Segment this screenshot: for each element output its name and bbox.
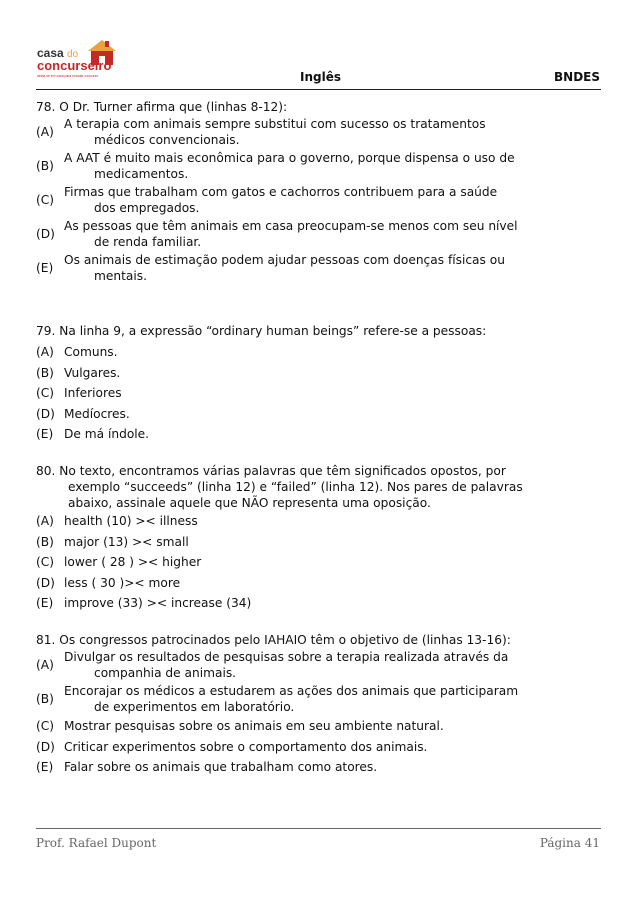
casa-do-concurseiro-logo: [36, 37, 136, 81]
option-label: (B): [36, 534, 54, 549]
option-label: (D): [36, 227, 55, 241]
option-text-cont: medicamentos.: [94, 167, 189, 181]
option-c[interactable]: [36, 183, 601, 217]
logo-word-concurseiro: concurseiro: [37, 58, 112, 73]
option-text-cont: dos empregados.: [94, 201, 200, 215]
option-a[interactable]: [36, 511, 601, 532]
option-text: lower ( 28 ) >< higher: [64, 555, 202, 570]
option-text: De má índole.: [64, 427, 150, 442]
question-80: [36, 463, 601, 614]
question-title: 81. Os congressos patrocinados pelo IAHAIO têm o objetivo de (linhas 13-16):: [36, 633, 511, 647]
question-title: 80. No texto, encontramos várias palavras que têm significados opostos, por: [36, 464, 506, 478]
option-e[interactable]: [36, 593, 601, 614]
option-label: (C): [36, 719, 55, 734]
option-a[interactable]: [36, 342, 601, 363]
option-text: Falar sobre os animais que trabalham como atores.: [64, 760, 378, 775]
option-text: A AAT é muito mais econômica para o governo, porque dispensa o uso de: [64, 151, 515, 165]
footer-page-number: Página 41: [539, 836, 600, 850]
option-a[interactable]: [36, 115, 601, 149]
option-label: (B): [36, 159, 54, 173]
option-d[interactable]: [36, 737, 601, 758]
footer-divider: [36, 828, 601, 829]
option-text: Encorajar os médicos a estudarem as ações dos animais que participaram: [64, 684, 519, 698]
option-text: A terapia com animais sempre substitui com sucesso os tratamentos: [64, 117, 486, 131]
option-text: Criticar experimentos sobre o comportamento dos animais.: [64, 739, 428, 754]
option-b[interactable]: [36, 532, 601, 553]
option-text-cont: mentais.: [94, 269, 147, 283]
option-e[interactable]: [36, 251, 601, 285]
option-text-cont: de experimentos em laboratório.: [94, 700, 295, 714]
question-title: 78. O Dr. Turner afirma que (linhas 8-12):: [36, 100, 288, 114]
question-81: [36, 632, 601, 778]
option-label: (E): [36, 427, 54, 442]
option-text: health (10) >< illness: [64, 514, 198, 529]
option-label: (D): [36, 739, 55, 754]
option-a[interactable]: [36, 648, 601, 682]
option-text: less ( 30 )>< more: [64, 575, 181, 590]
option-text: Inferiores: [64, 386, 122, 401]
option-label: (D): [36, 575, 55, 590]
question-title-cont: exemplo “succeeds” (linha 12) e “failed” (linha 12). Nos pares de palavras: [68, 480, 523, 494]
option-label: (B): [36, 365, 54, 380]
option-text-cont: médicos convencionais.: [94, 133, 240, 147]
option-text: Mostrar pesquisas sobre os animais em seu ambiente natural.: [64, 719, 444, 734]
option-label: (E): [36, 596, 54, 611]
option-label: (A): [36, 345, 54, 360]
option-text: major (13) >< small: [64, 534, 189, 549]
header-subject: Inglês: [300, 70, 341, 84]
option-c[interactable]: [36, 552, 601, 573]
option-label: (C): [36, 555, 55, 570]
option-d[interactable]: [36, 404, 601, 425]
question-78: [36, 99, 601, 285]
option-label: (C): [36, 193, 55, 207]
logo-word-casa: casa: [37, 46, 64, 60]
option-b[interactable]: [36, 149, 601, 183]
question-79: [36, 323, 601, 445]
option-e[interactable]: [36, 757, 601, 778]
option-text: Firmas que trabalham com gatos e cachorros contribuem para a saúde: [64, 185, 498, 199]
option-label: (E): [36, 760, 54, 775]
option-d[interactable]: [36, 573, 601, 594]
option-label: (A): [36, 514, 54, 529]
option-label: (C): [36, 386, 55, 401]
option-label: (A): [36, 658, 54, 672]
option-text: Medíocres.: [64, 406, 130, 421]
option-text: Os animais de estimação podem ajudar pessoas com doenças físicas ou: [64, 253, 505, 267]
header-org: BNDES: [554, 70, 600, 84]
option-text: improve (33) >< increase (34): [64, 596, 252, 611]
option-text-cont: companhia de animais.: [94, 666, 237, 680]
option-d[interactable]: [36, 217, 601, 251]
option-text-cont: de renda familiar.: [94, 235, 202, 249]
option-label: (A): [36, 125, 54, 139]
option-text: Comuns.: [64, 345, 118, 360]
logo-word-do: do: [67, 49, 79, 60]
option-b[interactable]: [36, 682, 601, 716]
option-text: Vulgares.: [64, 365, 121, 380]
option-label: (E): [36, 261, 54, 275]
option-e[interactable]: [36, 424, 601, 445]
option-b[interactable]: [36, 363, 601, 384]
logo-tagline: ainda se em casa para estudar concurso: [37, 74, 99, 78]
question-title: 79. Na linha 9, a expressão “ordinary human beings” refere-se a pessoas:: [36, 324, 487, 338]
option-text: Divulgar os resultados de pesquisas sobre a terapia realizada através da: [64, 650, 509, 664]
option-label: (D): [36, 406, 55, 421]
option-label: (B): [36, 692, 54, 706]
option-c[interactable]: [36, 383, 601, 404]
footer-author: Prof. Rafael Dupont: [36, 836, 157, 850]
option-c[interactable]: [36, 716, 601, 737]
option-text: As pessoas que têm animais em casa preocupam-se menos com seu nível: [64, 219, 518, 233]
header-divider: [36, 89, 601, 90]
question-title-cont: abaixo, assinale aquele que NÃO representa uma oposição.: [68, 496, 431, 510]
